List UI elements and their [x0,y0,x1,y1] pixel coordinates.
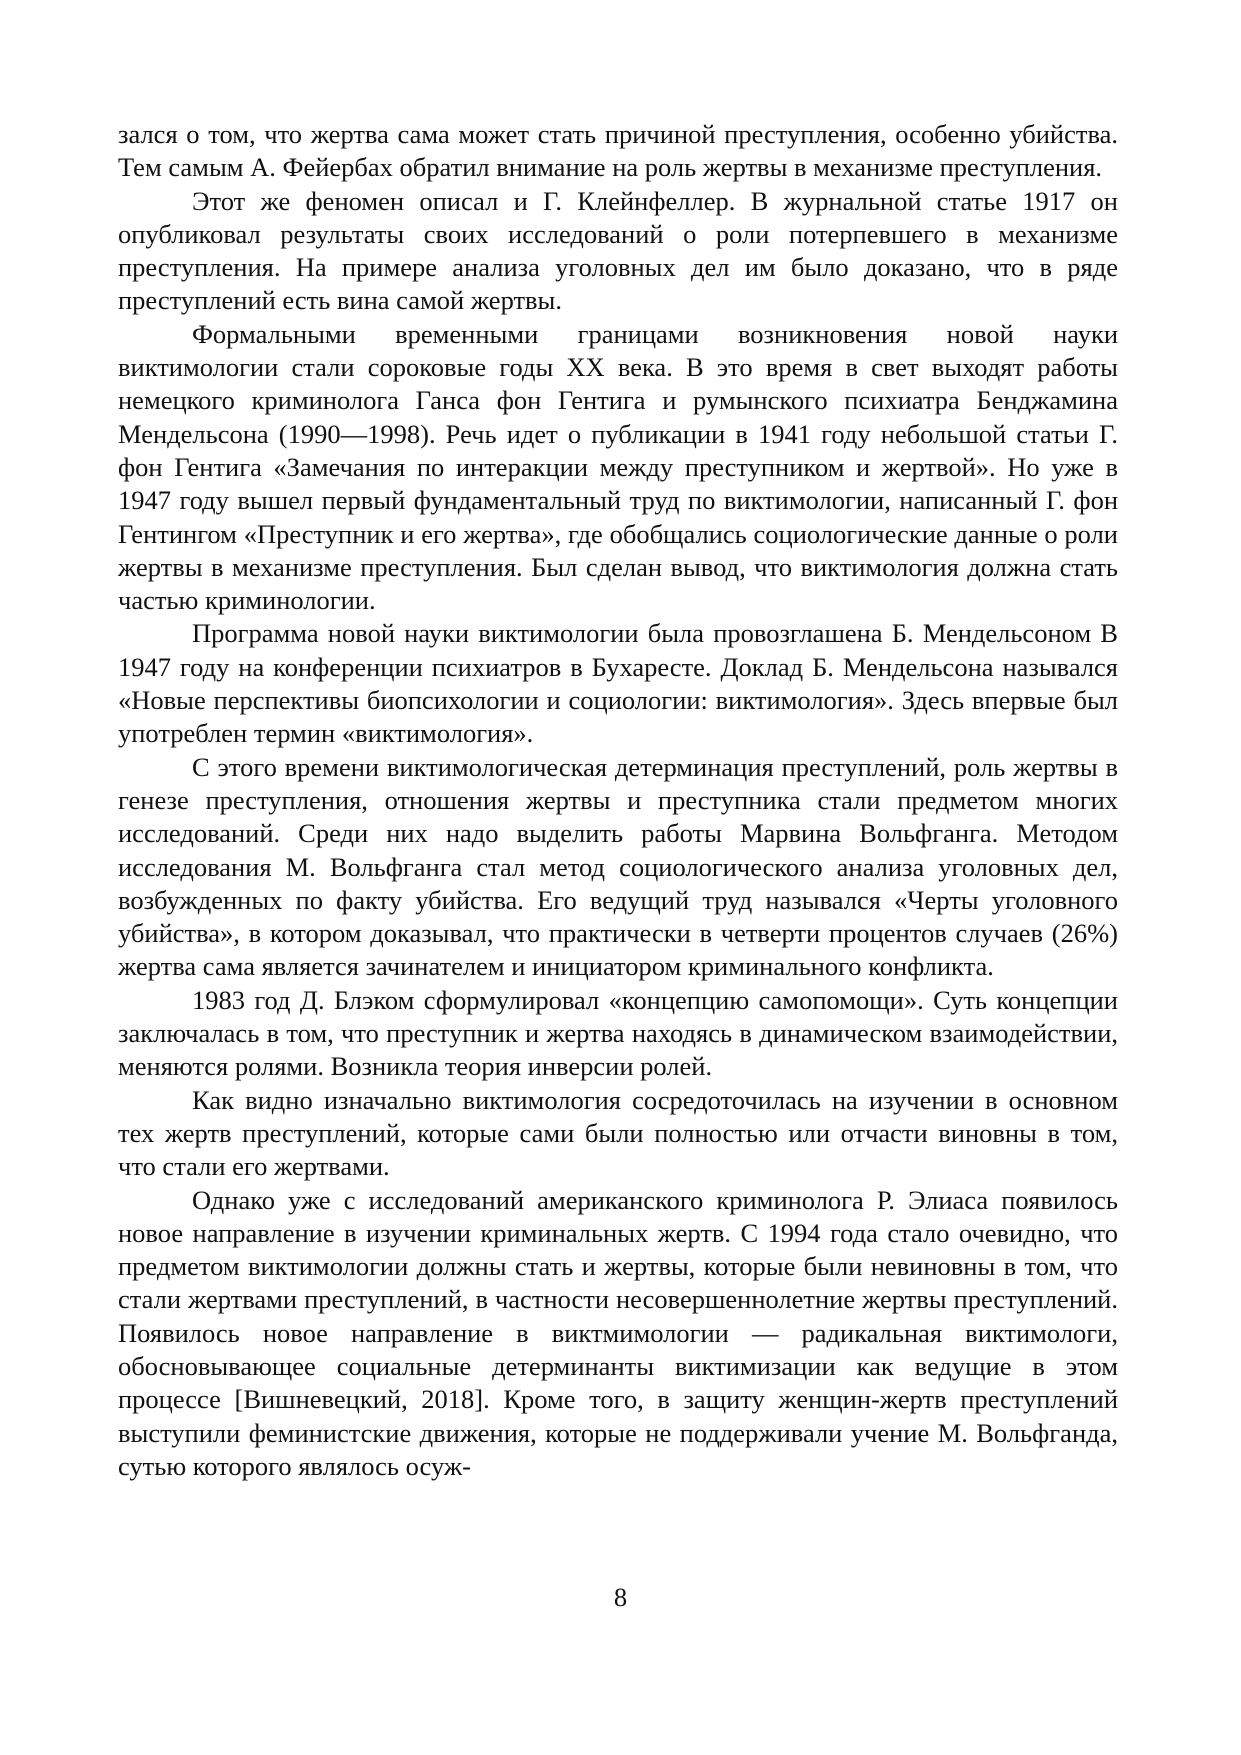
paragraph-initial-focus: Как видно изначально виктимология сосредоточилась на изучении в основном тех жертв преступлений, которые сами были полностью или отчасти виновны в том, что стали его жертвами. [118,1084,1118,1182]
paragraph-mendelsohn-program: Программа новой науки виктимологии была провозглашена Б. Мендельсоном В 1947 году на конференции психиатров в Бухаресте. Доклад Б. Мендельсона назывался «Новые перспективы биопсихологии и социологии: виктимология». Здесь впервые был употреблен термин «виктимология». [118,618,1118,749]
paragraph-continuation: зался о том, что жертва сама может стать причиной преступления, особенно убийства. Тем самым А. Фейербах обратил внимание на роль жертвы в механизме преступления. [118,119,1118,183]
paragraph-black-selfhelp: 1983 год Д. Блэком сформулировал «концепцию самопомощи». Суть концепции заключалась в том, что преступник и жертва находясь в динамическом взаимодействии, меняются ролями. Возникла теория инверсии ролей. [118,984,1118,1082]
paragraph-formal-boundaries: Формальными временными границами возникновения новой науки виктимологии стали сороковые годы XX века. В это время в свет выходят работы немецкого криминолога Ганса фон Гентига и румынского психиатра Бенджамина Мендельсона (1990—1998). Речь идет о публикации в 1941 году небольшой статьи Г. фон Гентига «Замечания по интеракции между преступником и жертвой». Но уже в 1947 году вышел первый фундаментальный труд по виктимологии, написанный Г. фон Гентингом «Преступник и его жертва», где обобщались социологические данные о роли жертвы в механизме преступления. Был сделан вывод, что виктимология должна стать частью криминологии. [118,318,1118,616]
page-body [118,118,1118,1483]
paragraph-wolfgang: С этого времени виктимологическая детерминация преступлений, роль жертвы в генезе преступления, отношения жертвы и преступника стали предметом многих исследований. Среди них надо выделить работы Марвина Вольфганга. Методом исследования М. Вольфганга стал метод социологического анализа уголовных дел, возбужденных по факту убийства. Его ведущий труд назывался «Черты уголовного убийства», в котором доказывал, что практически в четверти процентов случаев (26%) жертва сама является зачинателем и инициатором криминального конфликта. [118,751,1118,982]
page-number: 8 [613,1582,628,1612]
paragraph-kleinfeller: Этот же феномен описал и Г. Клейнфеллер. В журнальной статье 1917 он опубликовал результаты своих исследований о роли потерпевшего в механизме преступления. На примере анализа уголовных дел им было доказано, что в ряде преступлений есть вина самой жертвы. [118,185,1118,316]
paragraph-elias: Однако уже с исследований американского криминолога Р. Элиаса появилось новое направление в изучении криминальных жертв. С 1994 года стало очевидно, что предметом виктимологии должны стать и жертвы, которые были невиновны в том, что стали жертвами преступлений, в частности несовершеннолетние жертвы преступлений. Появилось новое направление в виктмимологии — радикальная виктимологи, обосновывающее социальные детерминанты виктимизации как ведущие в этом процессе [Вишневецкий, 2018]. Кроме того, в защиту женщин-жертв преступлений выступили феминистские движения, которые не поддерживали учение М. Вольфганда, сутью которого являлось осуж- [118,1184,1118,1481]
